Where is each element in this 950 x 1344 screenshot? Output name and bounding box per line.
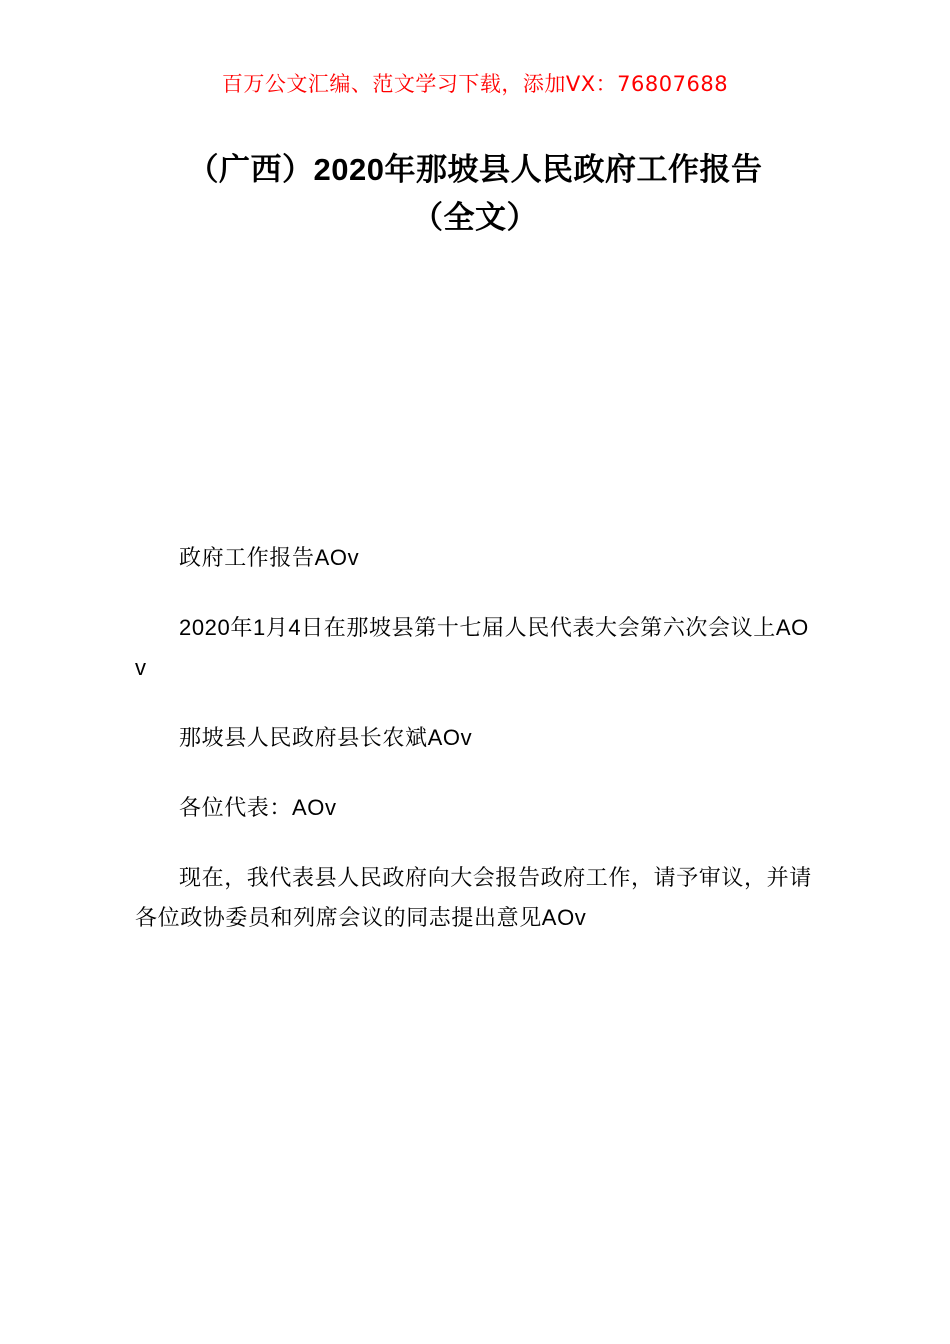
document-body (135, 538, 815, 938)
paragraph: 各位代表：AOv (179, 795, 337, 821)
page-title-line-1: （广西）2020年那坡县人民政府工作报告 (187, 152, 763, 187)
paragraph: 政府工作报告AOv (179, 545, 360, 571)
page-title (135, 146, 815, 242)
paragraph: 现在，我代表县人民政府向大会报告政府工作，请予审议，并请各位政协委员和列席会议的同志提出意见AOv (135, 865, 812, 931)
paragraph: 那坡县人民政府县长农斌AOv (179, 725, 473, 751)
page-title-line-2: （全文） (412, 200, 538, 236)
promo-watermark-text: 百万公文汇编、范文学习下载，添加VX：76807688 (221, 72, 729, 96)
paragraph: 2020年1月4日在那坡县第十七届人民代表大会第六次会议上AOv (135, 615, 809, 681)
